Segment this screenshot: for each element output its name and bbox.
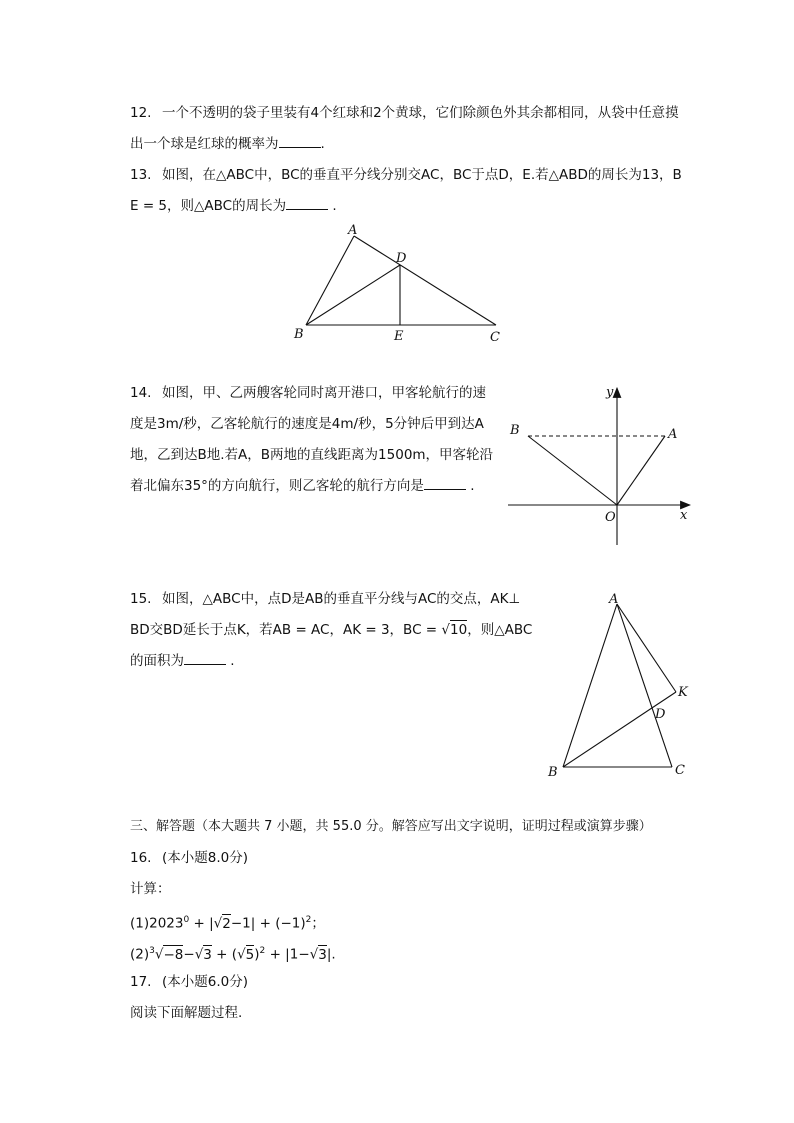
q15-period: . [230, 653, 235, 669]
q14-text4: 着北偏东35°的方向航行，则乙客轮的航行方向是 [130, 478, 424, 494]
q14-label-a: A [668, 427, 678, 442]
q16-p1-end: ； [311, 915, 325, 932]
q16-p1-radicand: 2 [222, 915, 231, 932]
q16-p1-exponent2: 2 [305, 915, 312, 925]
q12-text2: 出一个球是红球的概率为 [130, 136, 279, 152]
q16-p2-plus: + ( [211, 946, 238, 963]
q12-number: 12. [130, 105, 152, 121]
section3-heading-text: 三、解答题（本大题共 7 小题，共 55.0 分。解答应写出文字说明，证明过程或演算步骤） [130, 819, 652, 834]
q13-text1: 如图，在△ABC中，BC的垂直平分线分别交AC，BC于点D，E.若△ABD的周长为13，B [162, 167, 682, 183]
q16-part2: $(2)^3√-8-√3 + (√5)^2 + |1-√3|$. [130, 946, 336, 963]
q17-prompt-text: 阅读下面解题过程. [130, 1005, 243, 1021]
q14-label-y: y [606, 385, 614, 400]
q14-period: . [470, 478, 475, 494]
q16-p1-abs-open: + | [189, 915, 214, 932]
q14-label-o: O [605, 510, 616, 525]
q16-header [130, 849, 700, 867]
q16-p1-rest: −1| + (−1) [230, 915, 306, 932]
q16-p2-root-index: 3 [149, 946, 155, 956]
q15-text2a: BD交BD延长于点K，若AB = AC，AK = 3，BC = [130, 622, 442, 638]
q13-label-a: A [348, 223, 358, 238]
q12-period: . [320, 136, 325, 152]
q15-label-a: A [609, 592, 619, 607]
q16-p2-paren: ) [254, 946, 260, 963]
q15-label-c: C [675, 763, 685, 778]
q15-text2b: ，则△ABC [467, 622, 533, 638]
q13-label-d: D [396, 251, 407, 266]
q16-p1-exponent: 0 [183, 915, 190, 925]
q14-number: 14. [130, 385, 152, 401]
q17-header [130, 973, 700, 991]
q16-p2-label: (2) [130, 946, 150, 963]
q15-label-b: B [548, 765, 558, 780]
q16-p2-end: |. [326, 946, 336, 963]
q13-period: . [332, 198, 337, 214]
q16-prompt-text: 计算： [130, 881, 171, 897]
q13-text2: E = 5，则△ABC的周长为 [130, 198, 287, 214]
q14-label-b: B [510, 423, 520, 438]
q14-text1: 如图，甲、乙两艘客轮同时离开港口，甲客轮航行的速 [162, 385, 486, 401]
q16-part1: $(1)2023^0 + |√2-1| + (-1)^2$； [130, 915, 325, 932]
q15-segment-ac [617, 604, 672, 767]
q14-label-x: x [680, 508, 688, 523]
q16-p2-radicand4: 3 [318, 946, 327, 963]
q16-p2-radicand3: 5 [245, 946, 255, 963]
q16-p2-radicand2: 3 [203, 946, 212, 963]
q17-score: (本小题6.0分) [162, 974, 249, 990]
q15-line2: BD交BD延长于点K，若AB = AC，AK = 3，BC = √10，则△ABC [130, 622, 533, 638]
q16-p2-exponent: 2 [259, 946, 266, 956]
q13-label-e: E [394, 329, 404, 344]
q16-p1-base: (1)2023 [130, 915, 184, 932]
q14-text2: 度是3m/秒，乙客轮航行的速度是4m/秒，5分钟后甲到达A [130, 416, 484, 432]
section3-heading [130, 818, 730, 836]
q16-score: (本小题8.0分) [162, 850, 249, 866]
q16-number: 16. [130, 850, 152, 866]
q13-number: 13. [130, 167, 152, 183]
q15-segment-ab [563, 604, 617, 767]
q15-radicand: 10 [450, 622, 468, 638]
q16-p2-abs: + |1− [265, 946, 310, 963]
q16-p2-radicand1: −8 [163, 946, 184, 963]
q17-number: 17. [130, 974, 152, 990]
q14-text3: 地，乙到达B地.若A，B两地的直线距离为1500m，甲客轮沿 [130, 447, 494, 463]
q15-segment-ak [617, 604, 676, 692]
q13-label-b: B [294, 327, 304, 342]
q17-prompt [130, 1004, 700, 1022]
q15-text1: 如图，△ABC中，点D是AB的垂直平分线与AC的交点，AK⊥ [162, 591, 521, 607]
q15-label-k: K [678, 685, 688, 700]
q13-label-c: C [490, 330, 500, 345]
q15-label-d: D [655, 707, 666, 722]
q15-number: 15. [130, 591, 152, 607]
q15-text3: 的面积为 [130, 653, 184, 669]
q16-prompt [130, 880, 700, 898]
q16-p2-minus: − [183, 946, 195, 963]
q12-text1: 一个不透明的袋子里装有4个红球和2个黄球，它们除颜色外其余都相同，从袋中任意摸 [162, 105, 679, 121]
